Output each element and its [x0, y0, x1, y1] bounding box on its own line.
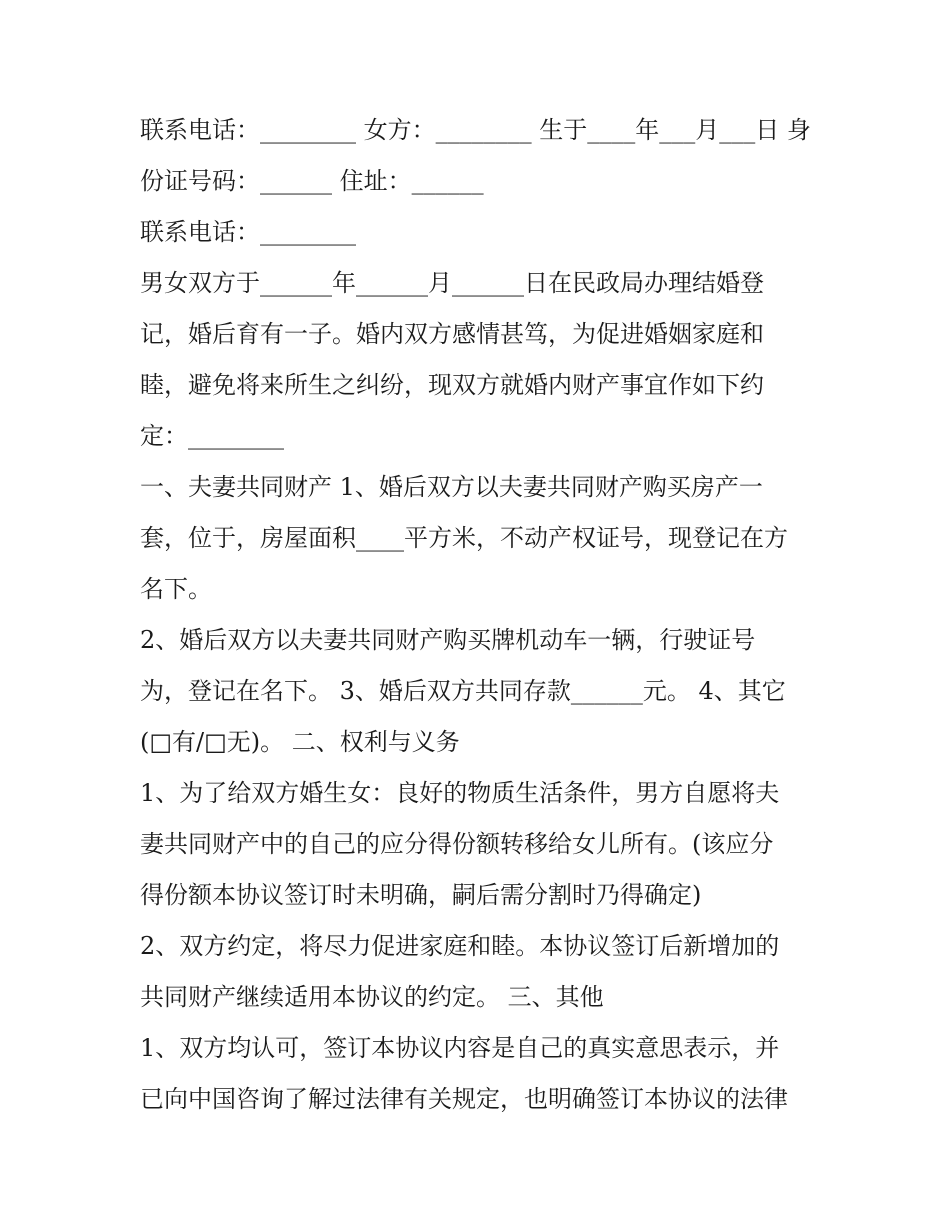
text-line: 份证号码：______ 住址：______: [140, 167, 484, 195]
text-line: 记，婚后育有一子。婚内双方感情甚笃，为促进婚姻家庭和: [140, 320, 764, 348]
text-line: 已向中国咨询了解过法律有关规定，也明确签订本协议的法律: [140, 1085, 788, 1113]
text-line: 联系电话：________: [140, 218, 356, 246]
text-line: 套，位于，房屋面积____平方米，不动产权证号，现登记在方: [140, 524, 788, 552]
text-line: 2、双方约定，将尽力促进家庭和睦。本协议签订后新增加的: [140, 932, 780, 960]
section-heading-line: 共同财产继续适用本协议的约定。 三、其他: [140, 983, 604, 1011]
text-line: 男女双方于______年______月______日在民政局办理结婚登: [140, 269, 764, 297]
text-line: 睦，避免将来所生之纠纷，现双方就婚内财产事宜作如下约: [140, 371, 764, 399]
text-line: 2、婚后双方以夫妻共同财产购买牌机动车一辆，行驶证号: [140, 626, 756, 654]
agreement-body: [140, 108, 812, 1128]
text-line: 定：________: [140, 422, 284, 450]
text-line: 1、双方均认可，签订本协议内容是自己的真实意思表示，并: [140, 1034, 780, 1062]
text-line: 联系电话：________ 女方：________ 生于____年___月___日 身: [140, 116, 811, 144]
text-line: 名下。: [140, 575, 212, 603]
section-heading-line: (□有/□无)。 二、权利与义务: [140, 728, 460, 756]
section-heading-line: 一、夫妻共同财产 1、婚后双方以夫妻共同财产购买房产一: [140, 473, 763, 501]
text-line: 为，登记在名下。 3、婚后双方共同存款______元。 4、其它: [140, 677, 786, 705]
text-line: 1、为了给双方婚生女：良好的物质生活条件，男方自愿将夫: [140, 779, 780, 807]
text-line: 妻共同财产中的自己的应分得份额转移给女儿所有。(该应分: [140, 830, 774, 858]
text-line: 得份额本协议签订时未明确，嗣后需分割时乃得确定): [140, 881, 702, 909]
